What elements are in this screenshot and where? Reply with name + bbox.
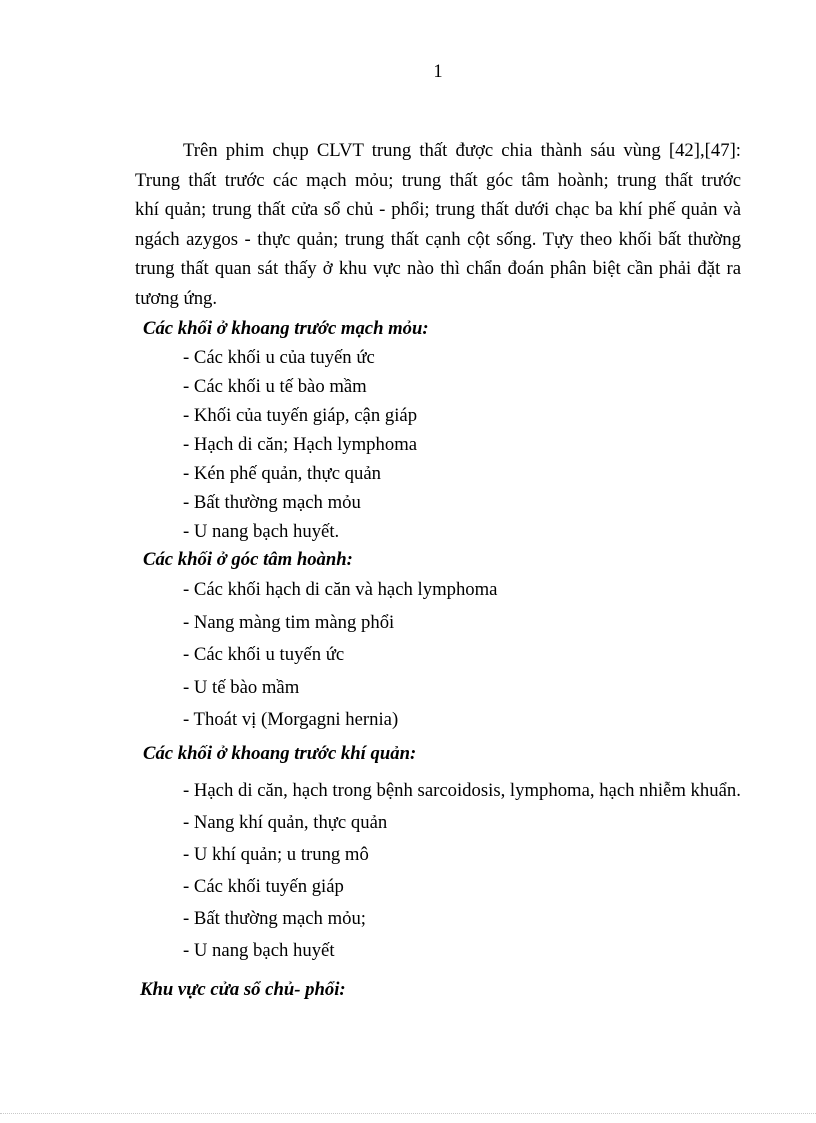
page-number: 1: [433, 62, 443, 82]
page-bottom-divider: [0, 1113, 816, 1114]
section: [135, 740, 741, 967]
section-heading: Các khối ở khoang trước khí quản:: [143, 742, 417, 764]
list-item: - Thoát vị (Morgagni hernia): [183, 709, 399, 730]
list-item: - Các khối hạch di căn và hạch lymphoma: [183, 579, 498, 600]
section-item-list: [135, 574, 741, 737]
list-item: - Bất thường mạch mỏu;: [183, 907, 366, 929]
section-list: [135, 315, 741, 1004]
list-item: - Hạch di căn, hạch trong bệnh sarcoidosis, lymphoma, hạch nhiễm khuẩn.: [183, 779, 741, 801]
section: [135, 315, 741, 546]
list-item: - Các khối u tế bào mầm: [183, 376, 367, 397]
list-item: - U khí quản; u trung mô: [183, 843, 369, 865]
section: [135, 976, 741, 1004]
section-item-list: [135, 775, 741, 967]
list-item: - U tế bào mầm: [183, 676, 300, 698]
list-item: - Hạch di căn; Hạch lymphoma: [183, 434, 418, 455]
paragraph-line: ngách azygos - thực quản; trung thất cạnh cột sống. Tựy theo khối bất thường: [135, 228, 741, 250]
section-heading: Các khối ở khoang trước mạch mỏu:: [143, 318, 429, 339]
section: [135, 546, 741, 737]
section-heading: Khu vực cửa sổ chủ- phổi:: [140, 978, 346, 1000]
intro-paragraph: [135, 136, 741, 313]
page-content: [135, 61, 741, 1004]
list-item: - Nang khí quản, thực quản: [183, 811, 388, 833]
list-item: - Khối của tuyến giáp, cận giáp: [183, 405, 418, 426]
paragraph-line: Trung thất trước các mạch mỏu; trung thất góc tâm hoành; trung thất trước: [135, 169, 741, 191]
list-item: - U nang bạch huyết.: [183, 521, 340, 542]
list-item: - Bất thường mạch mỏu: [183, 492, 361, 513]
paragraph-line: trung thất quan sát thấy ở khu vực nào thì chẩn đoán phân biệt cần phải đặt ra: [135, 258, 741, 279]
paragraph-line: Trên phim chụp CLVT trung thất được chia thành sáu vùng [42],[47]:: [183, 140, 741, 161]
list-item: - U nang bạch huyết: [183, 939, 335, 961]
paragraph-line: tương ứng.: [135, 287, 218, 309]
section-heading: Các khối ở góc tâm hoành:: [143, 549, 353, 570]
section-item-list: [135, 343, 741, 546]
list-item: - Kén phế quản, thực quản: [183, 463, 381, 484]
list-item: - Các khối u tuyến ức: [183, 644, 345, 665]
list-item: - Các khối tuyến giáp: [183, 875, 344, 897]
list-item: - Các khối u của tuyến ức: [183, 347, 375, 368]
paragraph-line: khí quản; trung thất cửa sổ chủ - phổi; trung thất dưới chạc ba khí phế quản và: [135, 199, 741, 220]
list-item: - Nang màng tim màng phổi: [183, 611, 395, 633]
